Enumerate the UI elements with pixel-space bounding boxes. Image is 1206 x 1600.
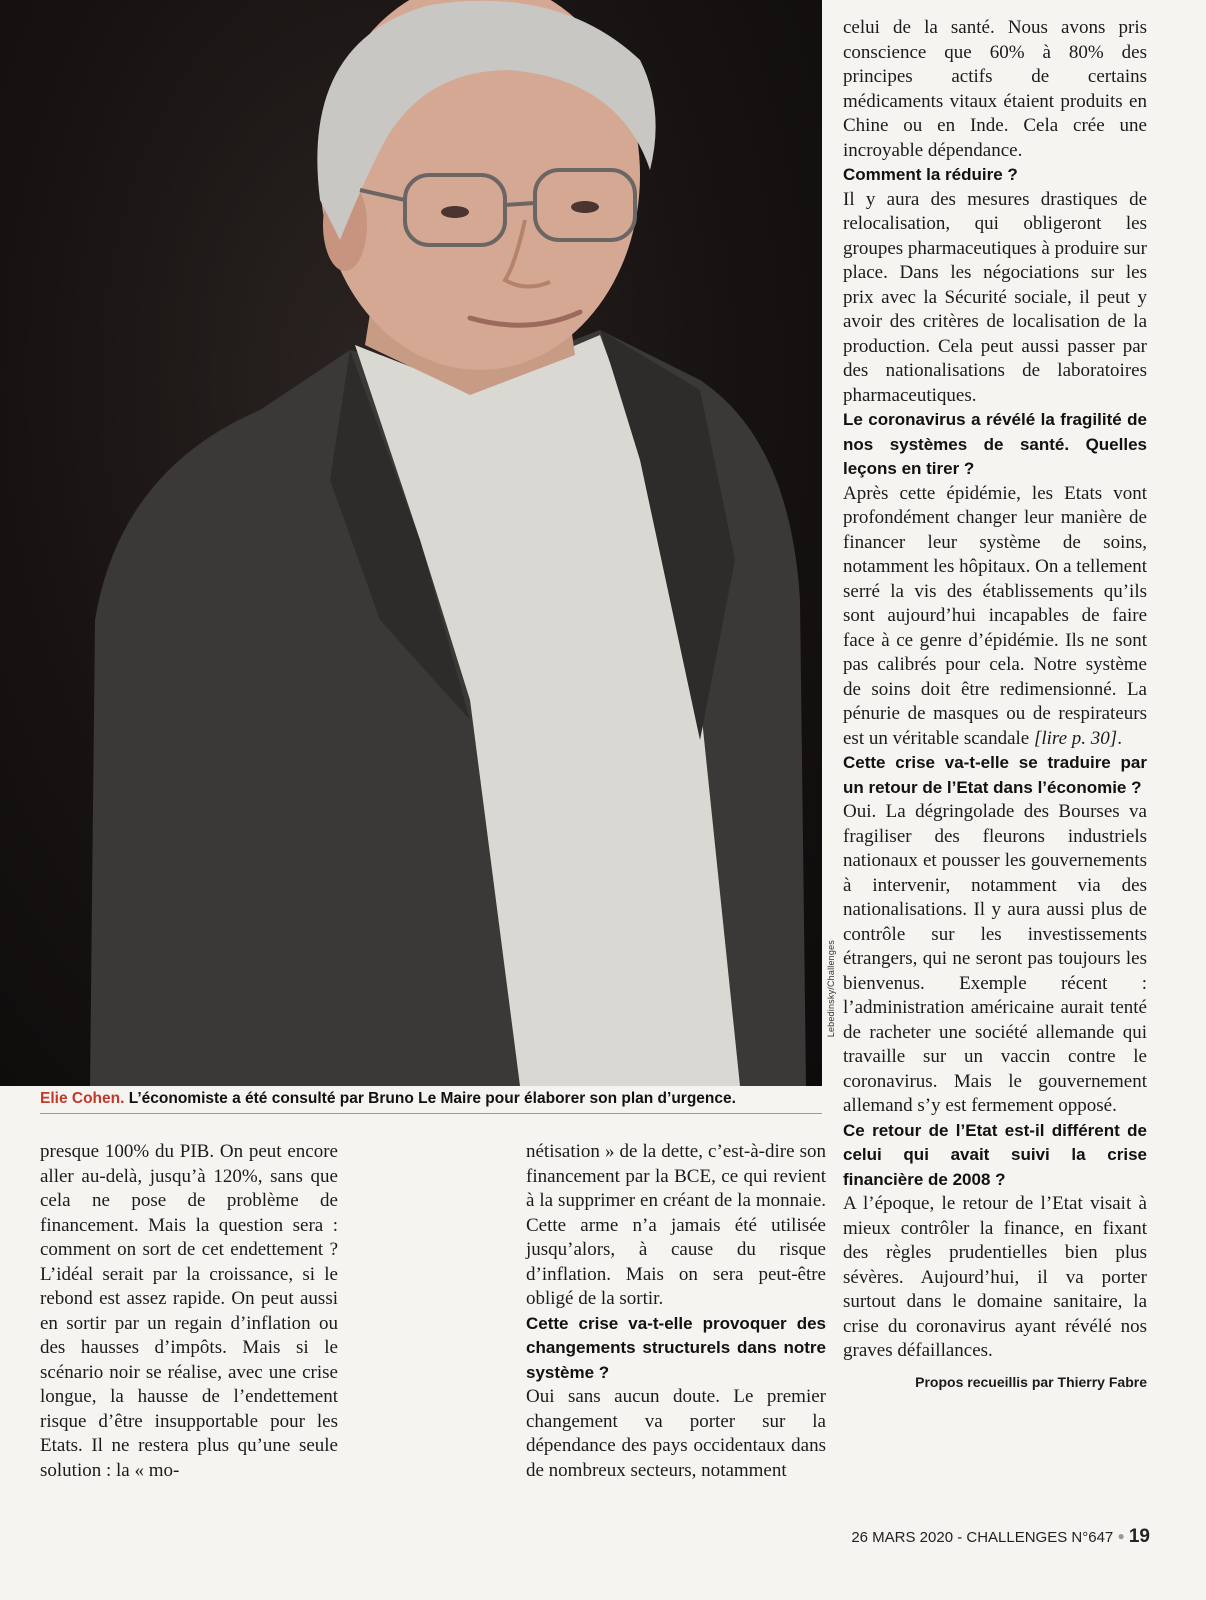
paragraph: Oui sans aucun doute. Le premier changement va porter sur la dépendance des pays occidentaux dans de nombreux secteurs, notamment [526, 1386, 826, 1481]
caption-text: L’économiste a été consulté par Bruno Le Maire pour élaborer son plan d’urgence. [128, 1090, 736, 1107]
article-column-middle [526, 1140, 826, 1483]
article-column-left [40, 1140, 338, 1483]
portrait-illustration [0, 0, 822, 1086]
eye-left [441, 206, 469, 218]
author-signature: Propos recueillis par Thierry Fabre [915, 1373, 1147, 1390]
paragraph: celui de la santé. Nous avons pris conscience que 60% à 80% des principes actifs de certains médicaments vitaux étaient produits en Chine ou en Inde. Cela crée une incroyable dépendance. [843, 17, 1147, 161]
page-reference: [lire p. 30] [1033, 727, 1118, 749]
portrait-photo [0, 0, 822, 1086]
glasses-bridge [505, 203, 535, 205]
paragraph-end: . [1117, 727, 1122, 749]
photo-credit: Lebedinsky/Challenges [826, 940, 836, 1038]
page-footer [826, 1526, 1150, 1548]
photo-caption [40, 1090, 830, 1108]
interview-question: Cette crise va-t-elle provoquer des changements structurels dans notre système ? [526, 1313, 826, 1382]
issue-date: 26 MARS 2020 - CHALLENGES N°647 [851, 1529, 1114, 1546]
interview-question: Le coronavirus a révélé la fragilité de nos systèmes de santé. Quelles leçons en tirer ? [843, 410, 1147, 478]
caption-name: Elie Cohen. [40, 1090, 125, 1107]
paragraph-text: Après cette épidémie, les Etats vont profondément changer leur manière de financer leur système de soins, notamment les hôpitaux. On a tellement serré la vis des établissements qu’ils sont aujourd’hui incapables de faire face à ce genre d’épidémie. Ils ne sont pas calibrés pour cela. Notre système de soins doit être redimensionné. La pénurie de masques ou de respirateurs est un véritable scandale [843, 482, 1147, 749]
eye-right [571, 201, 599, 213]
paragraph [843, 482, 1147, 752]
interview-question: Comment la réduire ? [843, 165, 1018, 184]
paragraph: A l’époque, le retour de l’Etat visait à mieux contrôler la finance, en fixant des règles prudentielles bien plus sévères. Aujourd’hui, il va porter surtout dans le domaine sanitaire, la crise du coronavirus ayant révélé nos graves défaillances. [843, 1193, 1147, 1361]
interview-question: Ce retour de l’Etat est-il différent de celui qui avait suivi la crise financière de 2008 ? [843, 1120, 1147, 1189]
bullet-icon: ● [1117, 1529, 1125, 1543]
interview-question: Cette crise va-t-elle se traduire par un retour de l’Etat dans l’économie ? [843, 753, 1147, 797]
article-column-right [843, 16, 1147, 1394]
caption-divider [40, 1113, 822, 1114]
paragraph: presque 100% du PIB. On peut encore aller au-delà, jusqu’à 120%, sans que cela ne pose de problème de financement. Mais la question sera : comment on sort de cet endettement ? L’idéal serait par la croissance, si le rebond est assez rapide. On peut aussi en sortir par un regain d’inflation ou des hausses d’impôts. Mais si le scénario noir se réalise, avec une crise longue, la hausse de l’endettement risque d’être insupportable pour les Etats. Il ne restera plus qu’une seule solution : la « mo- [40, 1141, 338, 1481]
paragraph: Oui. La dégringolade des Bourses va fragiliser des fleurons industriels nationaux et pousser les gouvernements à intervenir, notamment via des nationalisations. Il y aura aussi plus de contrôle sur les investissements étrangers, qui ne seront pas toujours les bienvenus. Exemple récent : l’administration américaine aurait tenté de racheter une société allemande qui travaille sur un vaccin contre le coronavirus. Mais le gouvernement allemand s’y est fermement opposé. [843, 801, 1147, 1116]
page-number: 19 [1128, 1526, 1150, 1547]
paragraph: Il y aura des mesures drastiques de relocalisation, qui obligeront les groupes pharmaceutiques à produire sur place. Dans les négociations sur les prix avec la Sécurité sociale, il peut y avoir des critères de localisation de la production. Cela peut aussi passer par des nationalisations de laboratoires pharmaceutiques. [843, 188, 1147, 406]
paragraph: nétisation » de la dette, c’est-à-dire son financement par la BCE, ce qui revient à la supprimer en créant de la monnaie. Cette arme n’a jamais été utilisée jusqu’alors, à cause du risque d’inflation. Mais on sera peut-être obligé de la sortir. [526, 1141, 826, 1309]
